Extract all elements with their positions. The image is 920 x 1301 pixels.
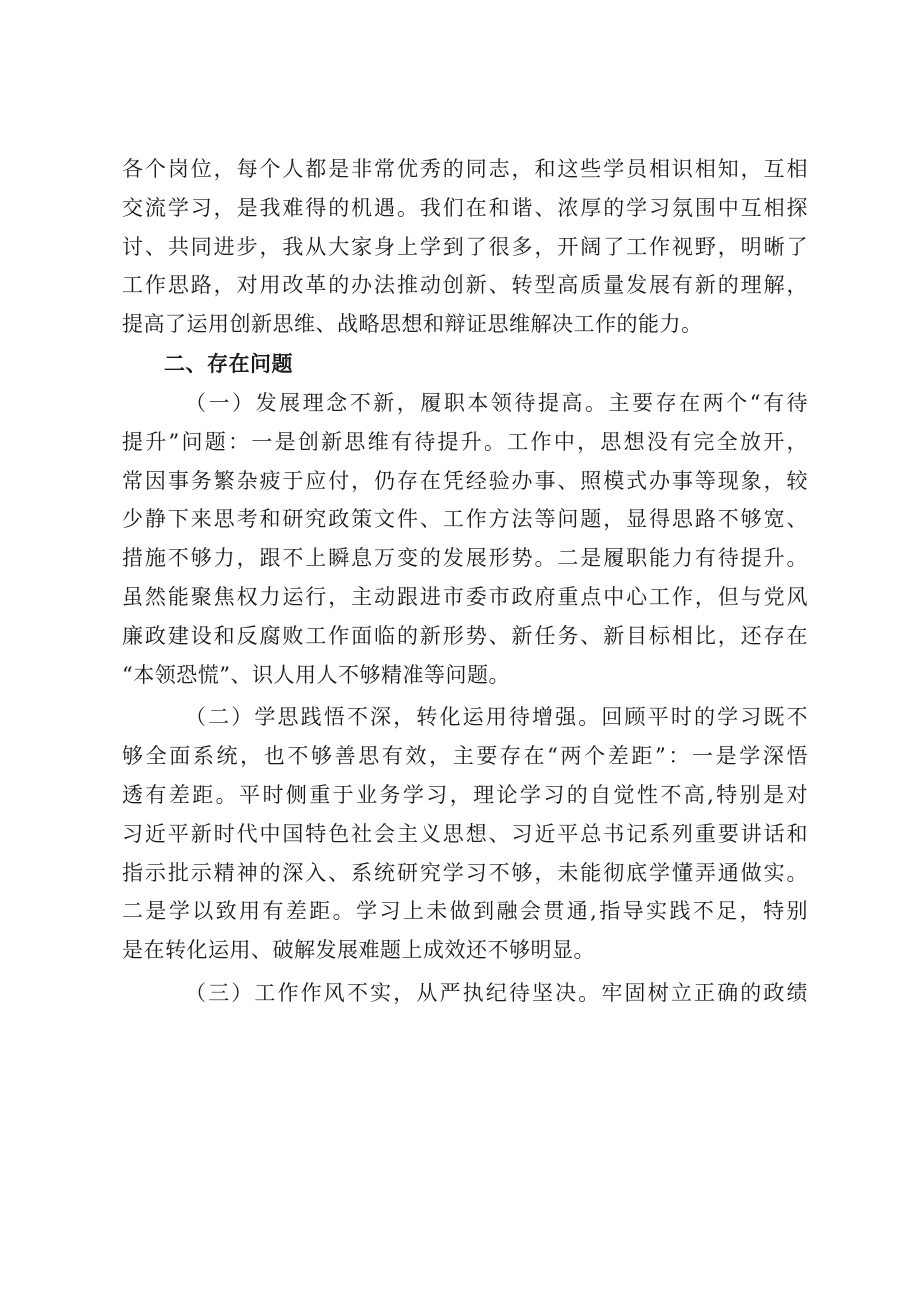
text-line: 措施不够力，跟不上瞬息万变的发展形势。二是履职能力有待提升。 [122, 546, 808, 571]
text-line: 各个岗位，每个人都是非常优秀的同志，和这些学员相识相知，互相 [122, 157, 808, 181]
text-line: 工作思路，对用改革的办法推动创新、转型高质量发展有新的理解， [122, 273, 808, 298]
text-line: 少静下来思考和研究政策文件、工作方法等问题，显得思路不够宽、 [122, 507, 808, 532]
paragraph-2 [122, 698, 808, 970]
text-line: 指示批示精神的深入、系统研究学习不够，未能彻底学懂弄通做实。 [122, 860, 808, 885]
text-line: 透有差距。平时侧重于业务学习，理论学习的自觉性不高,特别是对 [122, 782, 808, 807]
text-line: 讨、共同进步，我从大家身上学到了很多，开阔了工作视野，明晰了 [122, 234, 808, 259]
paragraph-3 [122, 974, 808, 1013]
text-line: （三）工作作风不实，从严执纪待坚决。牢固树立正确的政绩 [185, 980, 808, 1005]
section-heading: 二、存在问题 [164, 351, 293, 376]
text-line: “本领恐慌”、识人用人不够精准等问题。 [122, 662, 510, 687]
text-line: 提高了运用创新思维、战略思想和辩证思维解决工作的能力。 [122, 312, 703, 337]
text-line: 虽然能聚焦权力运行，主动跟进市委市政府重点中心工作，但与党风 [122, 584, 808, 609]
text-line: （二）学思践悟不深，转化运用待增强。回顾平时的学习既不 [185, 705, 808, 730]
text-line: 廉政建设和反腐败工作面临的新形势、新任务、新目标相比，还存在 [122, 623, 808, 648]
text-line: 交流学习，是我难得的机遇。我们在和谐、浓厚的学习氛围中互相探 [122, 195, 808, 220]
text-line: 提升”问题：一是创新思维有待提升。工作中，思想没有完全放开， [122, 429, 808, 454]
text-line: 二是学以致用有差距。学习上未做到融会贯通,指导实践不足，特别 [122, 899, 808, 924]
paragraph-1 [122, 384, 808, 694]
text-line: 是在转化运用、破解发展难题上成效还不够明显。 [122, 938, 595, 963]
text-line: （一）发展理念不新，履职本领待提高。主要存在两个“有待 [185, 390, 808, 415]
paragraph-intro [122, 150, 808, 344]
text-line: 习近平新时代中国特色社会主义思想、习近平总书记系列重要讲话和 [122, 821, 808, 846]
text-line: 常因事务繁杂疲于应付，仍存在凭经验办事、照模式办事等现象，较 [122, 468, 808, 493]
document-body [122, 150, 808, 1013]
text-line: 够全面系统，也不够善思有效，主要存在“两个差距”：一是学深悟 [122, 744, 808, 769]
